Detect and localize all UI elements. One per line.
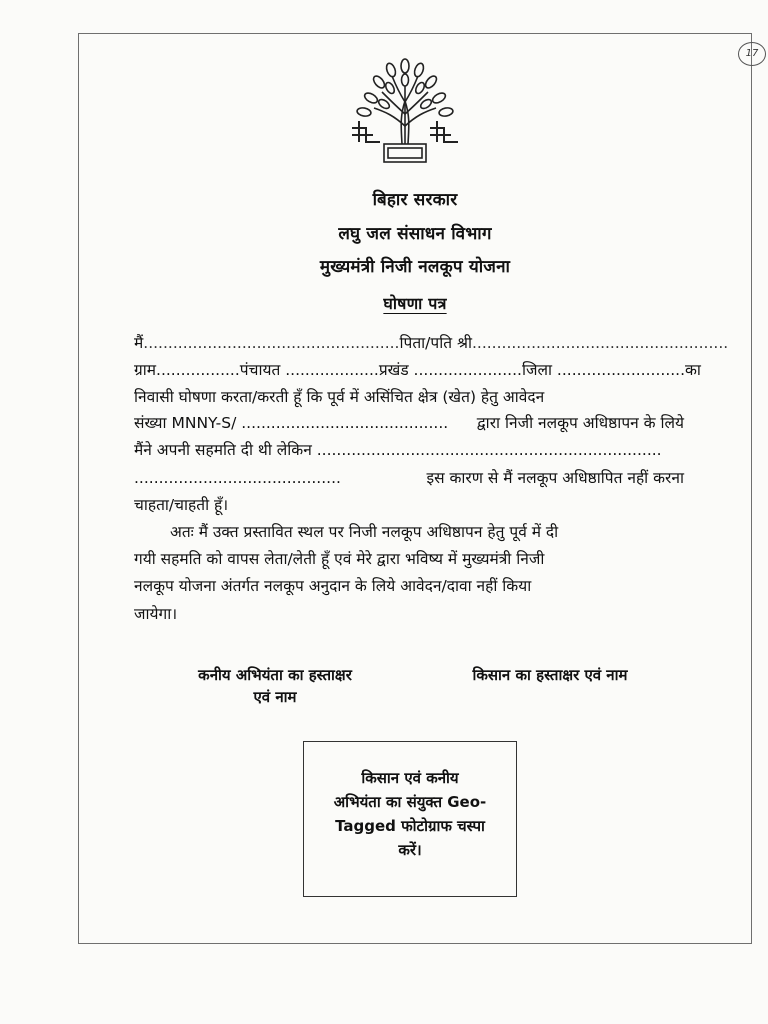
photo-instruction: किसान एवं कनीय अभियंता का संयुक्त Geo- Tagged फोटोग्राफ चस्पा करें। bbox=[333, 769, 487, 859]
declaration-line-5: मैंने अपनी सहमति दी थी लेकिन ...................................................................... bbox=[134, 441, 662, 459]
page-number-mark: 17 bbox=[738, 42, 766, 66]
declaration-line-9: गयी सहमति को वापस लेता/लेती हूँ एवं मेरे द्वारा भविष्य में मुख्यमंत्री निजी bbox=[134, 550, 545, 568]
engineer-signature-line1: कनीय अभियंता का हस्ताक्षर bbox=[198, 666, 352, 684]
declaration-line-11: जायेगा। bbox=[134, 605, 178, 623]
declaration-line-2 bbox=[134, 360, 701, 380]
declaration-line-4 bbox=[134, 413, 684, 433]
line-text: मैं bbox=[134, 334, 144, 352]
application-number-blank: संख्या MNNY-S/ .......................................... bbox=[134, 414, 449, 432]
state-emblem-icon bbox=[344, 56, 466, 168]
department-title: लघु जल संसाधन विभाग bbox=[338, 224, 492, 244]
panchayat-blank: पंचायत ................... bbox=[239, 361, 379, 379]
declaration-line-3: निवासी घोषणा करता/करती हूँ कि पूर्व में असिंचित क्षेत्र (खेत) हेतु आवेदन bbox=[134, 388, 545, 406]
declaration-line-6 bbox=[134, 468, 684, 488]
line-text: पिता/पति श्री bbox=[399, 334, 472, 352]
reason-blank: .......................................... bbox=[134, 469, 341, 487]
farmer-signature-label: किसान का हस्ताक्षर एवं नाम bbox=[472, 666, 628, 684]
declaration-line-8: अतः मैं उक्त प्रस्तावित स्थल पर निजी नलकूप अधिष्ठापन हेतु पूर्व में दी bbox=[170, 523, 559, 541]
name-blank: .................................................... bbox=[143, 334, 400, 352]
declaration-line-10: नलकूप योजना अंतर्गत नलकूप अनुदान के लिये आवेदन/दावा नहीं किया bbox=[134, 577, 532, 595]
engineer-signature-label bbox=[160, 664, 390, 708]
block-blank: प्रखंड ...................... bbox=[378, 361, 522, 379]
line-text: का bbox=[685, 361, 701, 379]
father-husband-blank: .................................................... bbox=[471, 334, 729, 352]
declaration-line-7: चाहता/चाहती हूँ। bbox=[134, 496, 229, 514]
line-text: इस कारण से मैं नलकूप अधिष्ठापित नहीं करना bbox=[426, 469, 684, 487]
document-title: घोषणा पत्र bbox=[383, 294, 447, 313]
village-blank: ग्राम................. bbox=[134, 361, 240, 379]
district-blank: जिला .......................... bbox=[521, 361, 686, 379]
line-text: द्वारा निजी नलकूप अधिष्ठापन के लिये bbox=[476, 414, 684, 432]
scheme-title: मुख्यमंत्री निजी नलकूप योजना bbox=[319, 257, 511, 277]
engineer-signature-line2: एवं नाम bbox=[253, 688, 297, 706]
government-title: बिहार सरकार bbox=[372, 190, 458, 210]
declaration-line-1 bbox=[134, 333, 729, 353]
